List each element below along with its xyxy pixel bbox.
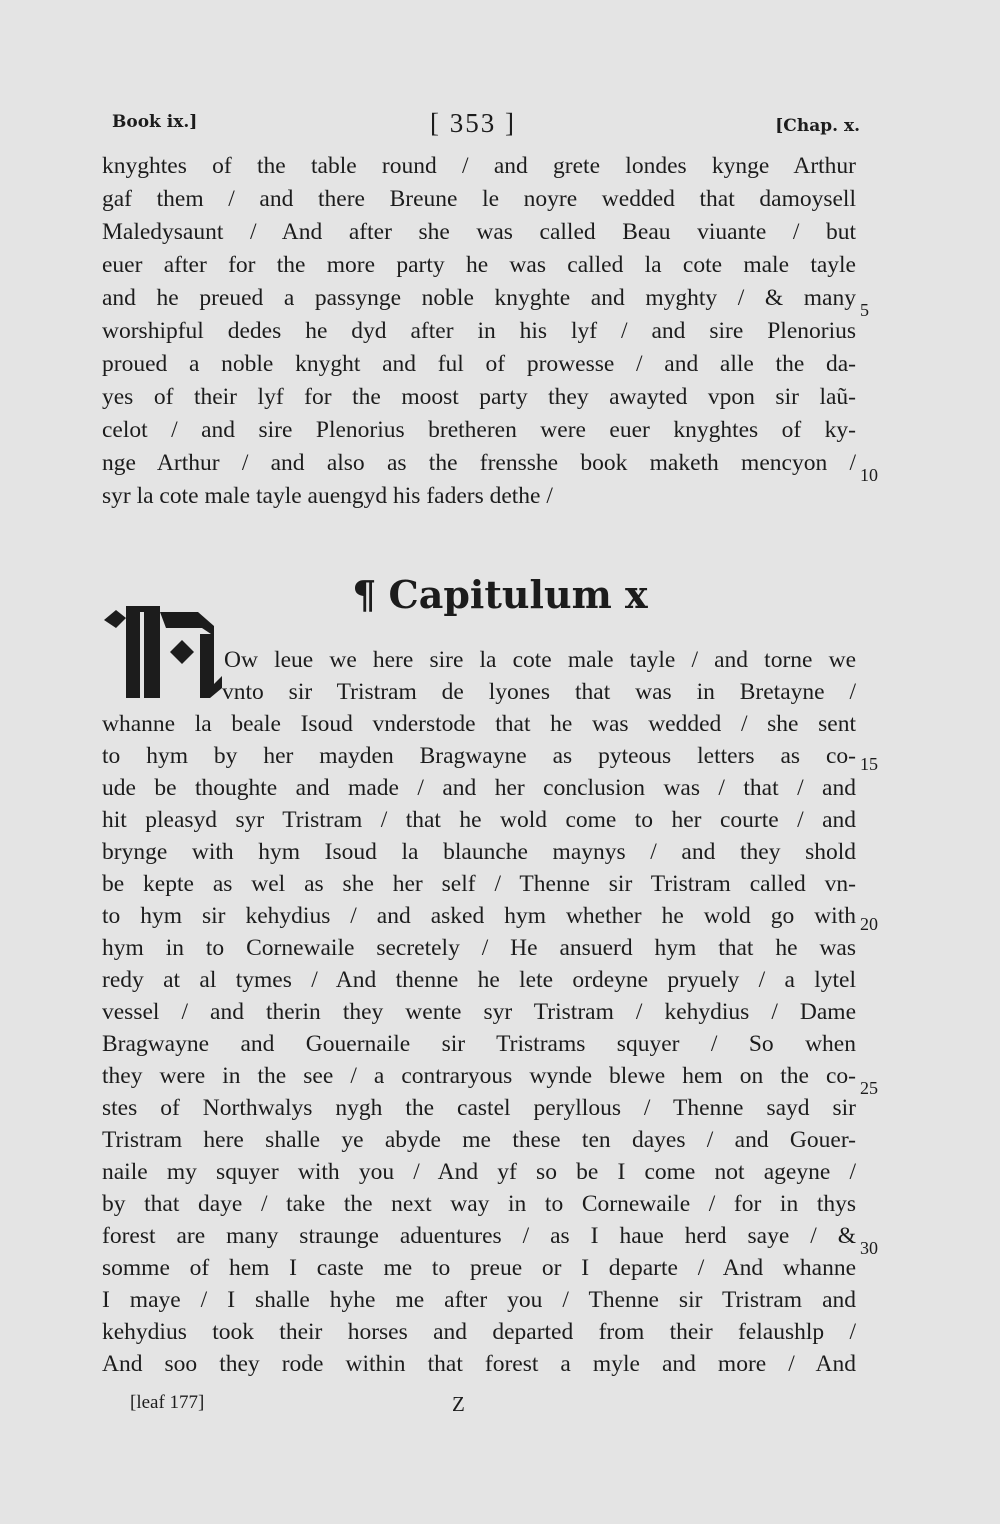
leaf-reference: [leaf 177] xyxy=(130,1392,205,1413)
text-line: proued a noble knyght and ful of prowesse / and alle the da- xyxy=(102,351,856,377)
text-line: vessel / and therin they wente syr Tristram / kehydius / Dame xyxy=(102,999,856,1025)
page-footer xyxy=(0,1392,1000,1422)
text-line: vnto sir Tristram de lyones that was in Bretayne / xyxy=(222,679,856,705)
chapter-number: [Chap. x. xyxy=(775,116,860,136)
line-number: 20 xyxy=(860,914,878,934)
text-line: And soo they rode within that forest a myle and more / And xyxy=(102,1351,856,1377)
text-line: whanne la beale Isoud vnderstode that he was wedded / she sent xyxy=(102,711,856,737)
line-number: 15 xyxy=(860,754,878,774)
text-line: nge Arthur / and also as the frensshe book maketh mencyon / xyxy=(102,450,856,476)
chapter-heading-text: Capitulum x xyxy=(388,572,648,617)
line-number: 5 xyxy=(860,300,869,320)
text-line: kehydius took their horses and departed from their felaushlp / xyxy=(102,1319,856,1345)
text-line: worshipful dedes he dyd after in his lyf / and sire Plenorius xyxy=(102,318,856,344)
pilcrow-icon: ¶ xyxy=(352,572,377,617)
text-line: ude be thoughte and made / and her conclusion was / that / and xyxy=(102,775,856,801)
text-line: be kepte as wel as she her self / Thenne sir Tristram called vn- xyxy=(102,871,856,897)
book-number: Book ix.] xyxy=(112,112,198,132)
line-number: 25 xyxy=(860,1078,878,1098)
text-line: somme of hem I caste me to preue or I departe / And whanne xyxy=(102,1255,856,1281)
text-line: celot / and sire Plenorius bretheren were euer knyghtes of ky- xyxy=(102,417,856,443)
line-number: 30 xyxy=(860,1238,878,1258)
text-line: and he preued a passynge noble knyghte and myghty / & many xyxy=(102,285,856,311)
text-line: knyghtes of the table round / and grete londes kynge Arthur xyxy=(102,153,856,179)
line-number: 10 xyxy=(860,465,878,485)
text-line: yes of their lyf for the moost party they awayted vpon sir laũ- xyxy=(102,384,856,410)
text-line: to hym by her mayden Bragwayne as pyteous letters as co- xyxy=(102,743,856,769)
page-number: [ 353 ] xyxy=(430,108,516,138)
text-line: stes of Northwalys nygh the castel peryllous / Thenne sayd sir xyxy=(102,1095,856,1121)
text-line: hym in to Cornewaile secretely / He ansuerd hym that he was xyxy=(102,935,856,961)
text-line: they were in the see / a contraryous wynde blewe hem on the co- xyxy=(102,1063,856,1089)
text-line: forest are many straunge aduentures / as I haue herd saye / & xyxy=(102,1223,856,1249)
running-header xyxy=(0,108,1000,148)
signature-mark: Z xyxy=(452,1392,465,1416)
text-line: Tristram here shalle ye abyde me these ten dayes / and Gouer- xyxy=(102,1127,856,1153)
text-line: to hym sir kehydius / and asked hym whether he wold go with xyxy=(102,903,856,929)
text-line: Bragwayne and Gouernaile sir Tristrams squyer / So when xyxy=(102,1031,856,1057)
text-line: by that daye / take the next way in to Cornewaile / for in thys xyxy=(102,1191,856,1217)
text-line: gaf them / and there Breune le noyre wedded that damoysell xyxy=(102,186,856,212)
text-line: hit pleasyd syr Tristram / that he wold come to her courte / and xyxy=(102,807,856,833)
text-line: Maledysaunt / And after she was called Beau viuante / but xyxy=(102,219,856,245)
text-line: brynge with hym Isoud la blaunche maynys / and they shold xyxy=(102,839,856,865)
text-line: I maye / I shalle hyhe me after you / Thenne sir Tristram and xyxy=(102,1287,856,1313)
text-line: syr la cote male tayle auengyd his faders dethe / xyxy=(102,483,553,509)
text-line: naile my squyer with you / And yf so be I come not ageyne / xyxy=(102,1159,856,1185)
dropcap-n-icon xyxy=(104,606,222,698)
text-line: euer after for the more party he was called la cote male tayle xyxy=(102,252,856,278)
text-line: Ow leue we here sire la cote male tayle / and torne we xyxy=(224,647,856,673)
text-line: redy at al tymes / And thenne he lete ordeyne pryuely / a lytel xyxy=(102,967,856,993)
